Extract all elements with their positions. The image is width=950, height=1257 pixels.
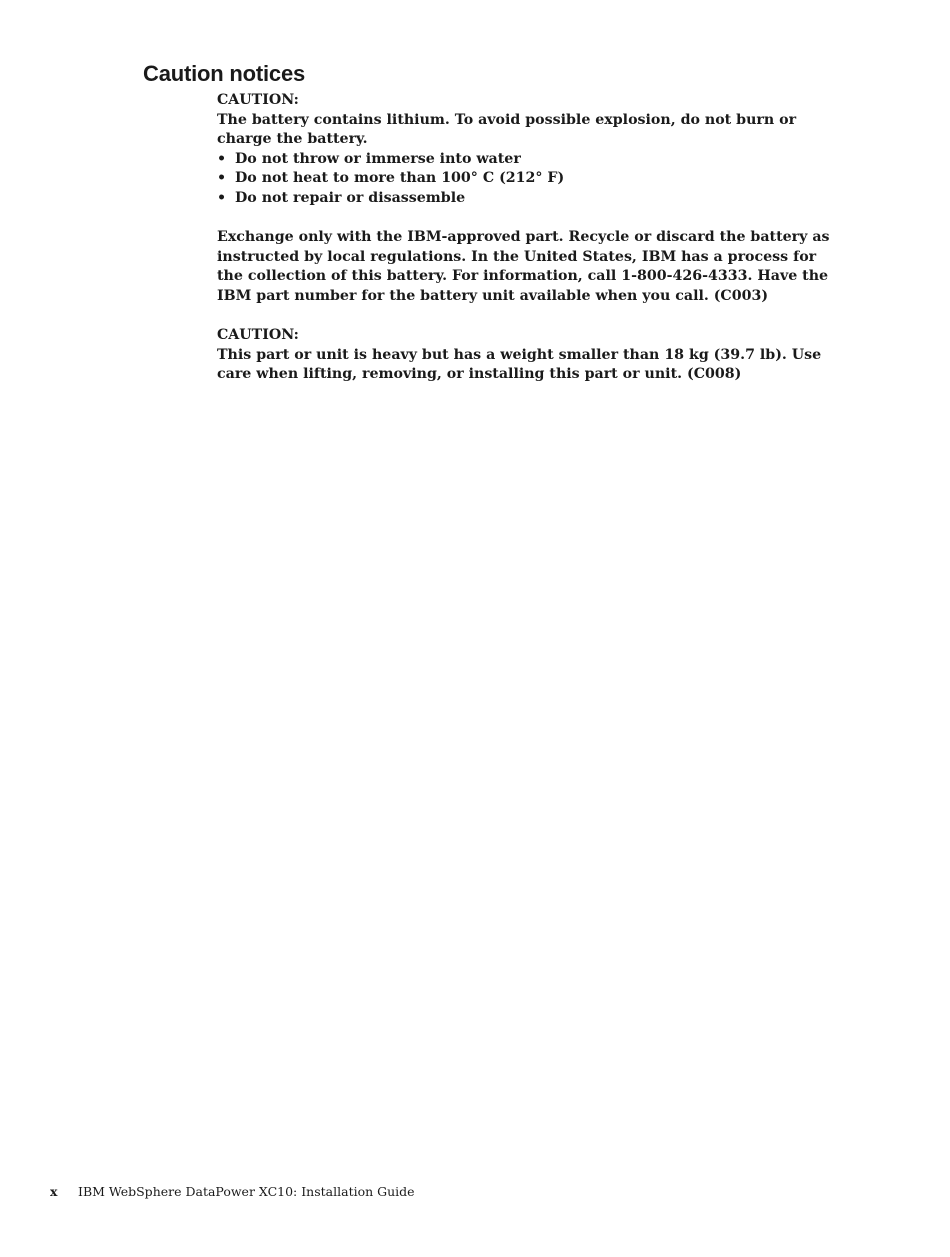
caution-label: CAUTION: — [217, 327, 299, 344]
page-number: x — [50, 1184, 58, 1199]
caution-label: CAUTION: — [217, 92, 299, 108]
bullet-text: Do not throw or immerse into water — [235, 150, 521, 167]
caution-body-text: Exchange only with the IBM-approved part. Recycle or discard the battery as instructed by local regulations. In the United States, IBM has a process for the collection of this battery. For information, call 1-800-426-4333. Have the IBM part number for the battery unit available when you call. (C003) — [217, 229, 830, 304]
caution-notice-battery — [217, 91, 835, 307]
caution-intro-text: This part or unit is heavy but has a weight smaller than 18 kg (39.7 lb). Use care when lifting, removing, or installing this part or unit. (C008) — [217, 346, 822, 383]
section-title: Caution notices — [143, 61, 306, 86]
bullet-text: Do not repair or disassemble — [235, 189, 466, 206]
document-title: IBM WebSphere DataPower XC10: Installation Guide — [78, 1184, 415, 1199]
bullet-icon: • — [217, 150, 227, 167]
bullet-item — [217, 189, 835, 209]
caution-intro-text: The battery contains lithium. To avoid possible explosion, do not burn or charge the battery. — [217, 111, 797, 148]
bullet-text: Do not heat to more than 100° C (212° F) — [235, 170, 565, 187]
bullet-icon: • — [217, 170, 227, 187]
bullet-item — [217, 150, 835, 170]
caution-bullet-list — [217, 150, 835, 209]
bullet-item — [217, 169, 835, 189]
bullet-icon: • — [217, 189, 227, 206]
caution-content — [217, 91, 835, 385]
page-footer — [50, 1183, 415, 1201]
caution-notice-weight — [217, 326, 835, 385]
